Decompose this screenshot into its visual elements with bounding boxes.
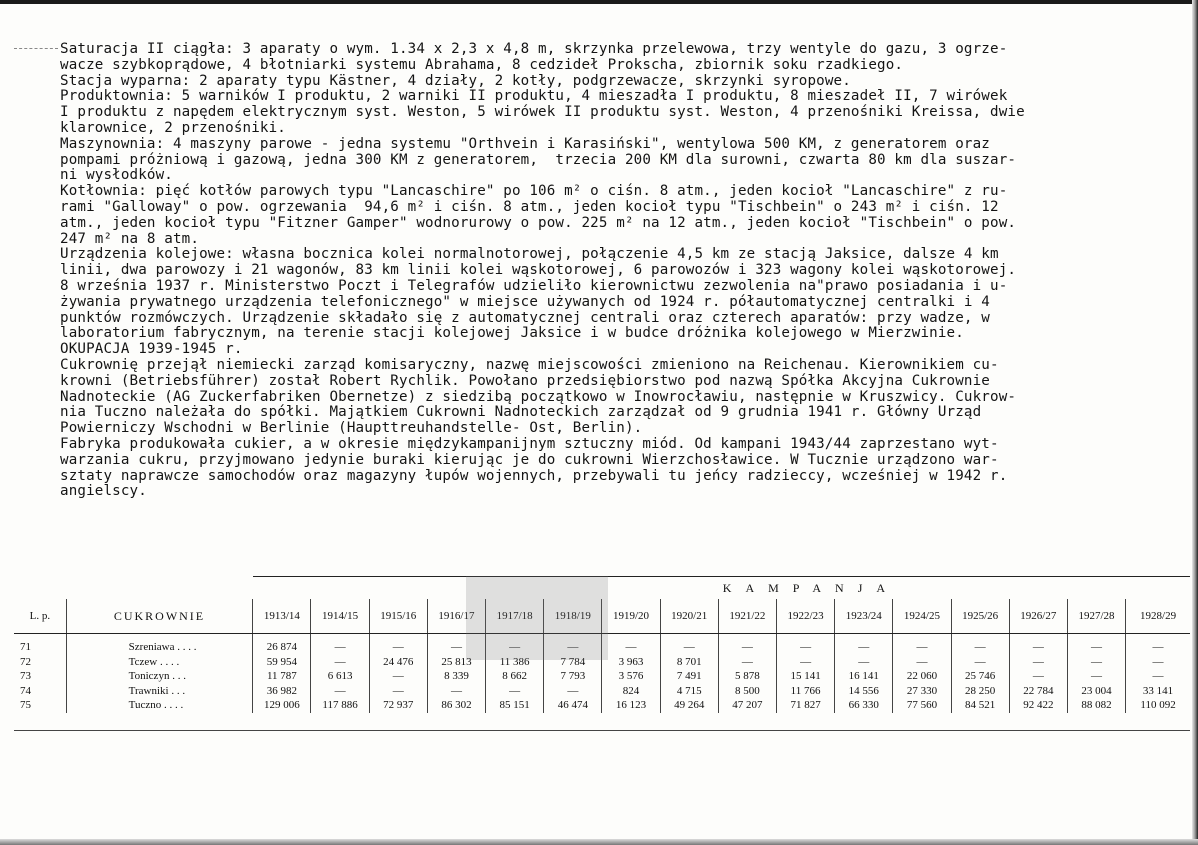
production-value: 16 123 xyxy=(602,698,660,713)
table-row xyxy=(14,698,1190,713)
production-value: 8 500 xyxy=(718,684,776,699)
row-number: 74 xyxy=(20,684,31,697)
col-lp-header: L. p. xyxy=(14,599,66,634)
year-header: 1918/19 xyxy=(544,599,602,634)
production-value: — xyxy=(1126,655,1190,670)
scan-edge-right xyxy=(1192,0,1198,845)
production-value: 88 082 xyxy=(1067,698,1125,713)
year-header: 1913/14 xyxy=(253,599,311,634)
production-value: — xyxy=(893,634,951,655)
production-value: 824 xyxy=(602,684,660,699)
production-value: 117 886 xyxy=(311,698,369,713)
text-line: Urządzenia kolejowe: własna bocznica kolei normalnotorowej, połączenie 4,5 km ze stacją Jaksice, dalsze 4 km xyxy=(60,246,999,263)
year-header: 1914/15 xyxy=(311,599,369,634)
production-value: — xyxy=(718,634,776,655)
text-line: Fabryka produkowała cukier, a w okresie międzykampanijnym sztuczny miód. Od kampani 1943/44 zaprzestano wyt- xyxy=(60,435,999,452)
production-value: 4 715 xyxy=(660,684,718,699)
production-value: — xyxy=(1126,669,1190,684)
text-line: OKUPACJA 1939-1945 r. xyxy=(60,341,243,358)
production-value: 7 784 xyxy=(544,655,602,670)
production-value: 46 474 xyxy=(544,698,602,713)
production-value: 16 141 xyxy=(835,669,893,684)
year-header: 1925/26 xyxy=(951,599,1009,634)
production-value: 27 330 xyxy=(893,684,951,699)
production-value: 86 302 xyxy=(427,698,485,713)
production-value: 92 422 xyxy=(1009,698,1067,713)
text-line: Powierniczy Wschodni w Berlinie (Haupttreuhandstelle- Ost, Berlin). xyxy=(60,420,643,437)
production-value: 25 813 xyxy=(427,655,485,670)
factory-name: Toniczyn . . . xyxy=(66,669,253,684)
text-line: krowni (Betriebsführer) został Robert Rychlik. Powołano przedsiębiorstwo pod nazwą Spółka Akcyjna Cukrownie xyxy=(60,372,991,389)
production-value: 66 330 xyxy=(835,698,893,713)
production-value: — xyxy=(602,634,660,655)
text-line: wacze szybkoprądowe, 4 błotniarki systemu Abrahama, 8 cedzideł Prokscha, zbiornik soku rzadkiego. xyxy=(60,56,904,73)
production-value: 5 878 xyxy=(718,669,776,684)
production-value: — xyxy=(311,684,369,699)
year-header: 1915/16 xyxy=(369,599,427,634)
production-value: 7 793 xyxy=(544,669,602,684)
production-value: 25 746 xyxy=(951,669,1009,684)
text-line: 8 września 1937 r. Ministerstwo Poczt i Telegrafów udzieliło kierownictwu zezwolenia na"prawo posiadania i u- xyxy=(60,277,1008,294)
production-value: 47 207 xyxy=(718,698,776,713)
text-line: klarownice, 2 przenośniki. xyxy=(60,119,286,136)
production-value: — xyxy=(486,684,544,699)
production-value: 33 141 xyxy=(1126,684,1190,699)
production-value: 15 141 xyxy=(776,669,834,684)
margin-mark xyxy=(14,48,58,50)
year-header: 1917/18 xyxy=(486,599,544,634)
production-value: 84 521 xyxy=(951,698,1009,713)
production-value: — xyxy=(369,684,427,699)
production-value: 24 476 xyxy=(369,655,427,670)
production-value: — xyxy=(1067,655,1125,670)
production-value: — xyxy=(369,634,427,655)
production-value: 8 662 xyxy=(486,669,544,684)
production-value: — xyxy=(1067,634,1125,655)
typewritten-text-block xyxy=(60,42,1180,500)
year-header: 1923/24 xyxy=(835,599,893,634)
text-line: warzania cukru, przyjmowano jedynie buraki kierując je do cukrowni Wierzchosławice. W Tucznie urządzono war- xyxy=(60,451,999,468)
text-line: Maszynownia: 4 maszyny parowe - jedna systemu "Orthvein i Karasiński", wentylowa 500 KM, z generatorem oraz xyxy=(60,135,991,152)
year-header: 1921/22 xyxy=(718,599,776,634)
table-bottom-rule xyxy=(14,730,1190,731)
production-value: — xyxy=(718,655,776,670)
production-value: 6 613 xyxy=(311,669,369,684)
production-value: — xyxy=(776,655,834,670)
text-line: żywania prywatnego urządzenia telefonicznego" w miejsce używanych od 1924 r. półautomatycznej centralki i 4 xyxy=(60,293,991,310)
production-value: 8 339 xyxy=(427,669,485,684)
production-value: 11 386 xyxy=(486,655,544,670)
production-value: — xyxy=(1126,634,1190,655)
production-value: 3 576 xyxy=(602,669,660,684)
production-value: 71 827 xyxy=(776,698,834,713)
production-value: — xyxy=(544,634,602,655)
kampanja-header: KAMPANJA xyxy=(253,577,1190,600)
production-value: — xyxy=(427,634,485,655)
row-number: 75 xyxy=(20,699,31,712)
production-value: — xyxy=(835,634,893,655)
text-line: linii, dwa parowozy i 21 wagonów, 83 km linii kolei wąskotorowej, 6 parowozów i 323 wagony kolei wąskotorowej. xyxy=(60,262,1017,279)
text-line: pompami próżniową i gazową, jedna 300 KM z generatorem, trzecia 200 KM dla surowni, czwarta 80 km dla suszar- xyxy=(60,151,1017,168)
scan-shadow-overlay xyxy=(466,576,608,660)
production-value: — xyxy=(1067,669,1125,684)
text-line: Nadnoteckie (AG Zuckerfabriken Obernetze) z siedzibą początkowo w Inowrocławiu, następnie w Kruszwicy. Cukrow- xyxy=(60,388,1017,405)
row-number: 73 xyxy=(20,670,31,683)
factory-name: Szreniawa . . . . xyxy=(66,634,253,655)
text-line: Cukrownię przejął niemiecki zarząd komisaryczny, nazwę miejscowości zmieniono na Reichenau. Kierownikiem cu- xyxy=(60,356,999,373)
year-header: 1928/29 xyxy=(1126,599,1190,634)
production-value: — xyxy=(835,655,893,670)
production-value: 110 092 xyxy=(1126,698,1190,713)
production-value: — xyxy=(893,655,951,670)
production-value: — xyxy=(660,634,718,655)
text-line: Stacja wyparna: 2 aparaty typu Kästner, 4 działy, 2 kotły, podgrzewacze, skrzynki syropowe. xyxy=(60,72,851,89)
text-line: Saturacja II ciągła: 3 aparaty o wym. 1.34 x 2,3 x 4,8 m, skrzynka przelewowa, trzy wentyle do gazu, 3 ogrze- xyxy=(60,41,1008,57)
production-value: 3 963 xyxy=(602,655,660,670)
text-line: I produktu z napędem elektrycznym syst. Weston, 5 wirówek II produktu syst. Weston, 4 przenośniki Kreissa, dwie xyxy=(60,104,1025,121)
production-value: 85 151 xyxy=(486,698,544,713)
production-value: — xyxy=(951,655,1009,670)
col-name-header: CUKROWNIE xyxy=(66,599,253,634)
text-line: punktów rozmówczych. Urządzenie składało się z automatycznej centrali oraz czterech aparatów: przy wadze, w xyxy=(60,309,991,326)
scan-edge-bottom xyxy=(0,839,1198,845)
year-header: 1926/27 xyxy=(1009,599,1067,634)
production-value: 14 556 xyxy=(835,684,893,699)
year-header: 1916/17 xyxy=(427,599,485,634)
year-header: 1919/20 xyxy=(602,599,660,634)
production-value: 22 060 xyxy=(893,669,951,684)
text-line: ni wysłodków. xyxy=(60,167,173,184)
table-row xyxy=(14,684,1190,699)
row-number: 72 xyxy=(20,655,31,668)
production-value: — xyxy=(1009,669,1067,684)
production-value: — xyxy=(544,684,602,699)
production-value: — xyxy=(951,634,1009,655)
scan-edge-top xyxy=(0,0,1198,4)
text-line: angielscy. xyxy=(60,483,147,500)
production-value: 23 004 xyxy=(1067,684,1125,699)
year-header: 1922/23 xyxy=(776,599,834,634)
production-value: 49 264 xyxy=(660,698,718,713)
text-line: Produktownia: 5 warników I produktu, 2 warniki II produktu, 4 mieszadła I produktu, 8 mieszadeł II, 7 wirówek xyxy=(60,88,1008,105)
production-value: 36 982 xyxy=(253,684,311,699)
production-value: — xyxy=(486,634,544,655)
text-line: Kotłownia: pięć kotłów parowych typu "Lancaschire" po 106 m² o ciśn. 8 atm., jeden kocioł "Lancaschire" z ru- xyxy=(60,183,1008,200)
production-value: 26 874 xyxy=(253,634,311,655)
production-value: — xyxy=(311,634,369,655)
row-number: 71 xyxy=(20,641,31,653)
production-value: — xyxy=(311,655,369,670)
table-row xyxy=(14,669,1190,684)
year-header: 1924/25 xyxy=(893,599,951,634)
production-value: — xyxy=(427,684,485,699)
production-value: — xyxy=(1009,634,1067,655)
production-value: 7 491 xyxy=(660,669,718,684)
year-header: 1920/21 xyxy=(660,599,718,634)
production-value: 28 250 xyxy=(951,684,1009,699)
text-line: sztaty naprawcze samochodów oraz magazyny łupów wojennych, przebywali tu jeńcy radzieccy, wcześniej w 1942 r. xyxy=(60,467,1008,484)
text-line: nia Tuczno należała do spółki. Majątkiem Cukrowni Nadnoteckich zarządzał od 9 grudnia 1941 r. Główny Urząd xyxy=(60,404,982,421)
text-line: atm., jeden kocioł typu "Fitzner Gamper" wodnorurowy o pow. 225 m² na 12 atm., jeden kocioł "Tischbein" o pow. xyxy=(60,214,1017,231)
production-value: — xyxy=(776,634,834,655)
production-value: 22 784 xyxy=(1009,684,1067,699)
production-value: 59 954 xyxy=(253,655,311,670)
production-value: 72 937 xyxy=(369,698,427,713)
factory-name: Tuczno . . . . xyxy=(66,698,253,713)
production-value: 77 560 xyxy=(893,698,951,713)
production-value: 8 701 xyxy=(660,655,718,670)
text-line: 247 m² na 8 atm. xyxy=(60,230,200,247)
production-value: — xyxy=(1009,655,1067,670)
production-value: 11 766 xyxy=(776,684,834,699)
production-value: — xyxy=(369,669,427,684)
text-line: laboratorium fabrycznym, na terenie stacji kolejowej Jaksice i w budce dróżnika kolejowego w Mierzwinie. xyxy=(60,325,964,342)
production-value: 129 006 xyxy=(253,698,311,713)
text-line: rami "Galloway" o pow. ogrzewania 94,6 m² i ciśn. 8 atm., jeden kocioł typu "Tischbein" o 243 m² i ciśn. 12 xyxy=(60,198,999,215)
production-value: 11 787 xyxy=(253,669,311,684)
factory-name: Tczew . . . . xyxy=(66,655,253,670)
factory-name: Trawniki . . . xyxy=(66,684,253,699)
year-header: 1927/28 xyxy=(1067,599,1125,634)
